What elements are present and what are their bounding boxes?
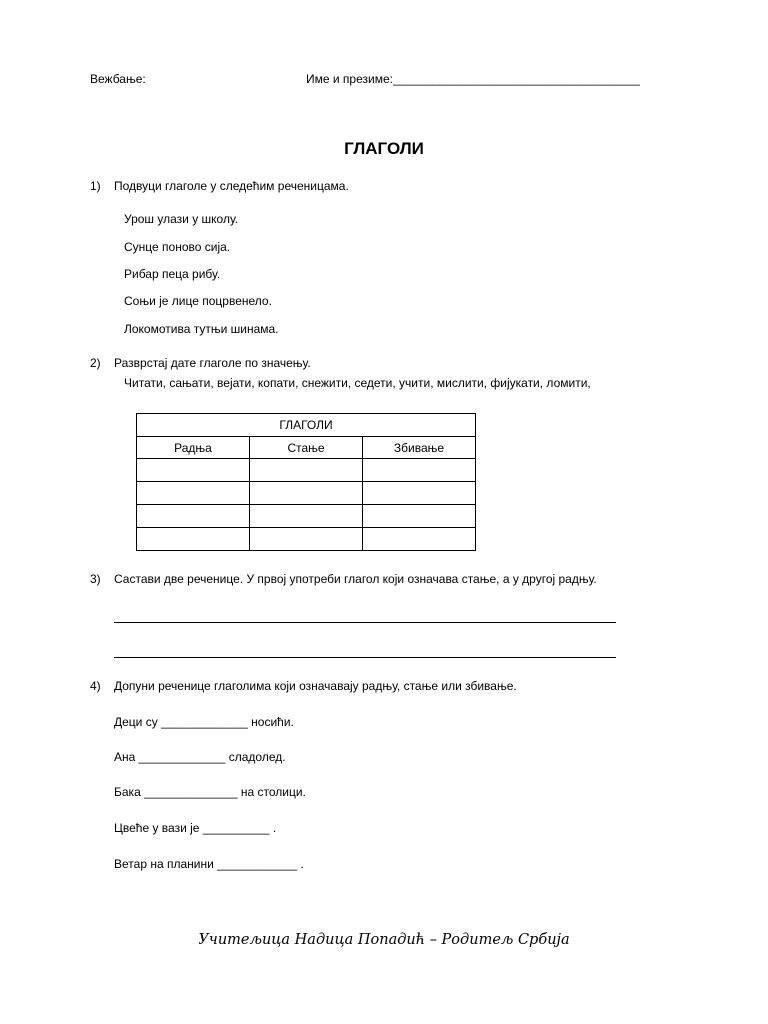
task-4-sentence: Цвеће у вази је __________ .	[114, 821, 277, 835]
task-4-sentence: Деци су _____________ носићи.	[114, 715, 294, 729]
table-cell[interactable]	[137, 459, 250, 482]
task-2-number: 2)	[90, 356, 101, 370]
task-2-instruction: Разврстај дате глаголе по значењу.	[114, 356, 311, 370]
task-1-number: 1)	[90, 179, 101, 193]
table-header: ГЛАГОЛИ	[137, 414, 476, 437]
task-3-instruction: Састави две реченице. У првој употреби глагол који означава стање, а у другој радњу.	[114, 572, 597, 586]
task-4-instruction: Допуни реченице глаголима који означавају радњу, стање или збивање.	[114, 679, 517, 693]
table-cell[interactable]	[363, 459, 476, 482]
exercise-label: Вежбање:	[90, 72, 146, 86]
column-header-state: Стање	[250, 437, 363, 459]
table-row	[137, 505, 476, 528]
task-1-sentence: Рибар пеца рибу.	[124, 267, 221, 281]
task-4-sentence: Ветар на планини ____________ .	[114, 857, 304, 871]
answer-line[interactable]	[114, 622, 616, 623]
task-1-sentence: Урош улази у школу.	[124, 212, 239, 226]
page-title: ГЛАГОЛИ	[344, 139, 424, 158]
table-row	[137, 528, 476, 551]
task-4-number: 4)	[90, 679, 101, 693]
table-cell[interactable]	[363, 505, 476, 528]
task-1-sentence: Сунце поново сија.	[124, 240, 231, 254]
task-2-word-list: Читати, сањати, вејати, копати, снежити, седети, учити, мислити, фијукати, ломити,	[124, 376, 591, 390]
name-field-label: Име и презиме:_____________________________________	[306, 72, 640, 86]
answer-line[interactable]	[114, 657, 616, 658]
table-cell[interactable]	[137, 528, 250, 551]
task-1-instruction: Подвуци глаголе у следећим реченицама.	[114, 179, 349, 193]
task-3-number: 3)	[90, 572, 101, 586]
task-4-sentence: Бака ______________ на столици.	[114, 785, 306, 799]
table-cell[interactable]	[250, 528, 363, 551]
table-cell[interactable]	[250, 482, 363, 505]
table-cell[interactable]	[137, 505, 250, 528]
verb-classification-table	[136, 413, 476, 551]
table-row	[137, 482, 476, 505]
task-1-sentence: Соњи је лице поцрвенело.	[124, 294, 272, 308]
table-cell[interactable]	[363, 528, 476, 551]
task-1-sentence: Локомотива тутњи шинама.	[124, 322, 279, 336]
column-header-action: Радња	[137, 437, 250, 459]
footer-author: Учитељица Надица Попадић – Родитељ Србија	[198, 932, 570, 948]
table-cell[interactable]	[250, 459, 363, 482]
task-4-sentence: Ана _____________ сладолед.	[114, 750, 286, 764]
table-cell[interactable]	[363, 482, 476, 505]
table-row	[137, 459, 476, 482]
table-cell[interactable]	[250, 505, 363, 528]
table-cell[interactable]	[137, 482, 250, 505]
column-header-event: Збивање	[363, 437, 476, 459]
